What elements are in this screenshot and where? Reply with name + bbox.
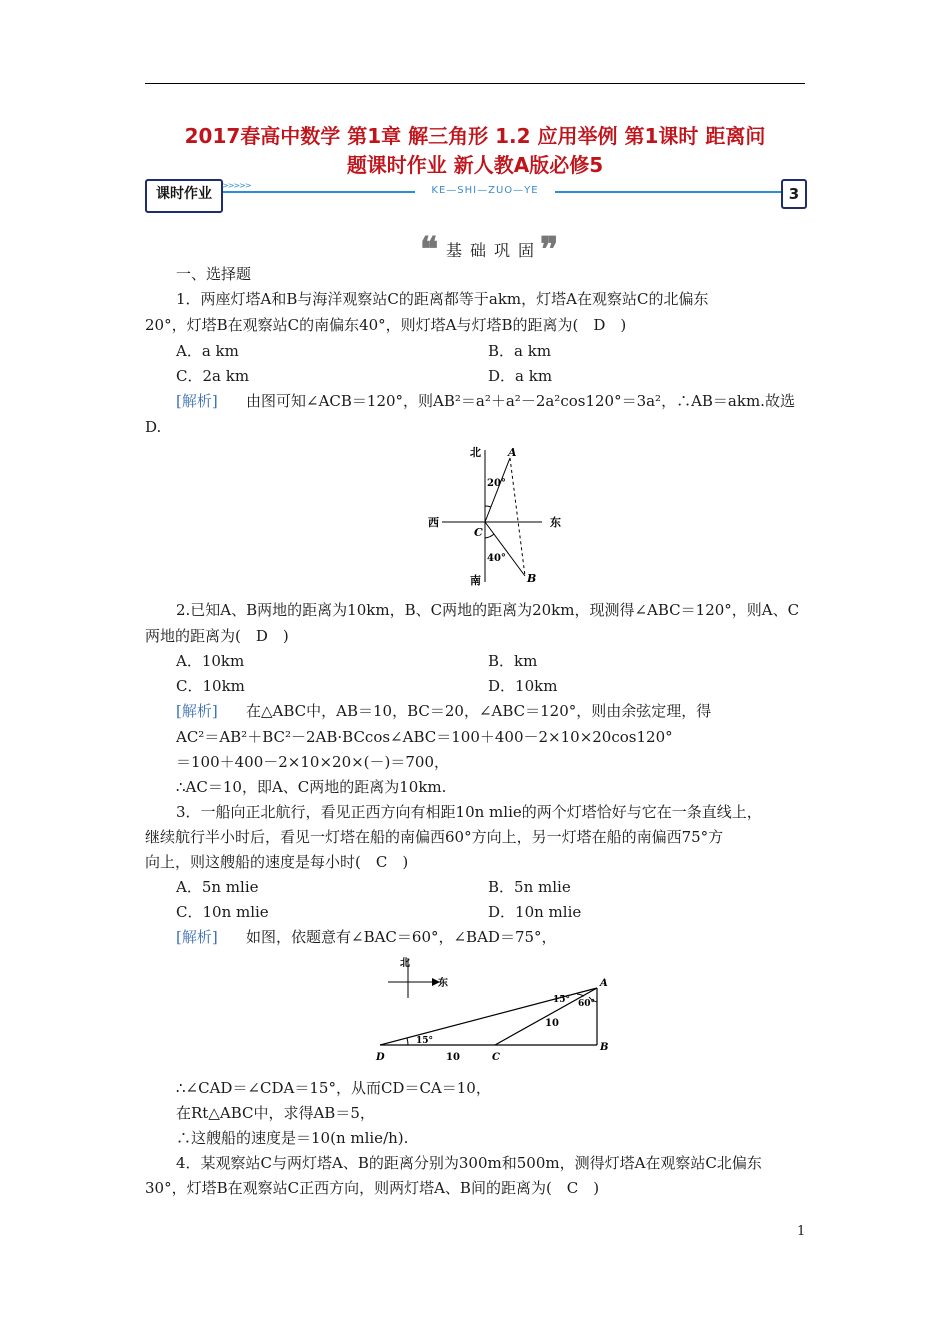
figure-lighthouse-diagram xyxy=(370,950,620,1068)
section-title: 基础巩固 xyxy=(446,241,543,260)
q1-line2: 20°，灯塔B在观察站C的南偏东40°，则灯塔A与灯塔B的距离为( D ) xyxy=(145,316,627,334)
fig1-north: 北 xyxy=(470,446,481,459)
q3-analysis-label: [解析] xyxy=(176,928,218,946)
q2-analysis-label: [解析] xyxy=(176,702,218,720)
q1-option-a: A．a km xyxy=(176,342,239,360)
title-line-1: 2017春高中数学 第1章 解三角形 1.2 应用举例 第1课时 距离问 xyxy=(184,124,766,148)
q2-analysis-line2: AC²＝AB²＋BC²－2AB·BCcos∠ABC＝100＋400－2×10×20cos120° xyxy=(176,728,673,746)
q3-line2: 继续航行半小时后，看见一灯塔在船的南偏西60°方向上，另一灯塔在船的南偏西75°方 xyxy=(145,828,724,846)
fig1-point-a: A xyxy=(508,446,517,459)
document-title xyxy=(140,122,810,180)
fig1-point-c: C xyxy=(474,526,483,539)
q3-option-b: B．5n mlie xyxy=(488,878,571,896)
fig1-angle-40: 40° xyxy=(487,553,506,564)
q3-analysis-line4: ∴这艘船的速度是＝10(n mlie/h). xyxy=(176,1129,409,1147)
q2-option-d: D．10km xyxy=(488,677,558,695)
figure-compass-diagram xyxy=(420,440,570,590)
close-quote-icon: ❞ xyxy=(540,230,559,270)
open-quote-icon: ❝ xyxy=(420,230,439,270)
q4-line2: 30°，灯塔B在观察站C正西方向，则两灯塔A、B间的距离为( C ) xyxy=(145,1179,600,1197)
q1-line1: 1．两座灯塔A和B与海洋观察站C的距离都等于akm，灯塔A在观察站C的北偏东 xyxy=(176,290,709,308)
q2-analysis-line1: 在△ABC中，AB＝10，BC＝20，∠ABC＝120°，则由余弦定理，得 xyxy=(246,702,712,720)
q4-line1: 4．某观察站C与两灯塔A、B的距离分别为300m和500m，测得灯塔A在观察站C北偏东 xyxy=(176,1154,762,1172)
q2-option-a: A．10km xyxy=(176,652,245,670)
fig2-angle-15-a: 15° xyxy=(553,995,571,1005)
fig1-south: 南 xyxy=(470,574,481,587)
fig2-angle-15-d: 15° xyxy=(416,1036,434,1046)
fig2-point-b: B xyxy=(600,1042,609,1053)
fig1-point-b: B xyxy=(527,572,537,585)
q2-option-c: C．10km xyxy=(176,677,245,695)
fig2-north: 北 xyxy=(400,958,410,969)
page-number: 1 xyxy=(797,1224,806,1239)
banner-pinyin: KE—SHI—ZUO—YE xyxy=(415,185,555,196)
q1-option-d: D．a km xyxy=(488,367,553,385)
q2-analysis-line4: ∴AC＝10，即A、C两地的距离为10km. xyxy=(176,778,447,796)
q3-analysis-line3: 在Rt△ABC中，求得AB＝5， xyxy=(176,1104,375,1122)
title-line-2: 题课时作业 新人教A版必修5 xyxy=(346,153,604,177)
homework-banner xyxy=(145,179,807,211)
section-heading xyxy=(420,230,570,270)
banner-number: 3 xyxy=(781,179,807,209)
header-rule xyxy=(145,83,805,84)
fig2-point-d: D xyxy=(376,1052,385,1063)
q1-analysis-line2: D. xyxy=(145,418,162,436)
fig1-east: 东 xyxy=(550,516,561,529)
banner-tag: 课时作业 xyxy=(145,179,223,213)
fig1-angle-20: 20° xyxy=(487,478,506,489)
fig2-angle-60: 60° xyxy=(578,999,596,1009)
fig2-point-c: C xyxy=(492,1052,500,1063)
q3-line3: 向上，则这艘船的速度是每小时( C ) xyxy=(145,853,409,871)
fig1-west: 西 xyxy=(428,516,439,529)
fig2-east: 东 xyxy=(438,978,448,989)
banner-arrows: >>>>> xyxy=(222,181,251,190)
q1-analysis-line1: 由图可知∠ACB＝120°，则AB²＝a²＋a²－2a²cos120°＝3a²，∴AB＝akm.故选 xyxy=(246,392,795,410)
q3-option-c: C．10n mlie xyxy=(176,903,269,921)
q1-option-b: B．a km xyxy=(488,342,552,360)
q1-analysis-label: [解析] xyxy=(176,392,218,410)
q3-analysis-line1: 如图，依题意有∠BAC＝60°，∠BAD＝75°， xyxy=(246,928,557,946)
q2-analysis-line3: ＝100＋400－2×10×20×(－)＝700， xyxy=(176,753,450,771)
q3-option-a: A．5n mlie xyxy=(176,878,259,896)
q2-line1: 2.已知A、B两地的距离为10km，B、C两地的距离为20km，现测得∠ABC＝120°，则A、C xyxy=(176,601,800,619)
q2-option-b: B．km xyxy=(488,652,538,670)
q2-line2: 两地的距离为( D ) xyxy=(145,627,289,645)
q3-line1: 3．一船向正北航行，看见正西方向有相距10n mlie的两个灯塔恰好与它在一条直线上， xyxy=(176,803,762,821)
fig2-length-dc: 10 xyxy=(446,1052,460,1063)
q3-option-d: D．10n mlie xyxy=(488,903,582,921)
section-choice-heading: 一、选择题 xyxy=(176,265,252,283)
q3-analysis-line2: ∴∠CAD＝∠CDA＝15°，从而CD＝CA＝10， xyxy=(176,1079,491,1097)
fig2-point-a: A xyxy=(600,978,608,989)
q1-option-c: C．2a km xyxy=(176,367,250,385)
fig2-length-ca: 10 xyxy=(545,1018,559,1029)
